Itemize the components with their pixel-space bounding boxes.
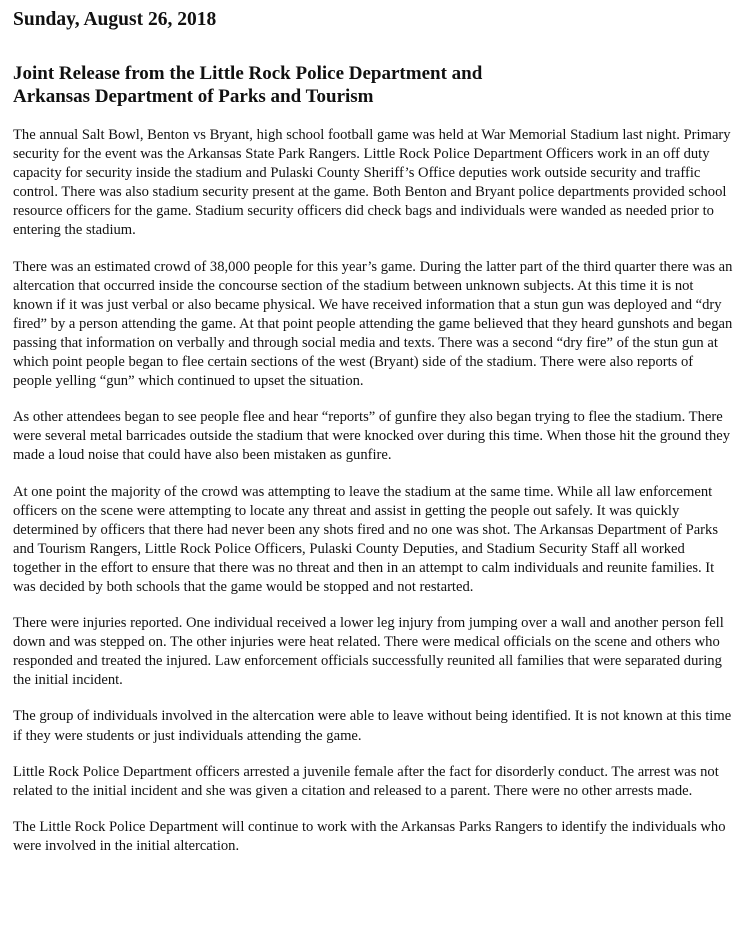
release-title [13, 62, 735, 108]
release-title-line: Joint Release from the Little Rock Police Department and [13, 63, 483, 84]
body-paragraph: There were injuries reported. One individual received a lower leg injury from jumping over a wall and another person fell down and was stepped on. The other injuries were heat related. There were medical officials on the scene and others who responded and treated the injured. Law enforcement officials successfully reunited all families that were separated during the initial incident. [13, 615, 724, 689]
release-title-line: Arkansas Department of Parks and Tourism [13, 86, 374, 107]
release-date: Sunday, August 26, 2018 [13, 9, 217, 30]
body-paragraph: At one point the majority of the crowd was attempting to leave the stadium at the same time. While all law enforcement officers on the scene were attempting to locate any threat and assist in getting the people out safely. It was quickly determined by officers that there had never been any shots fired and no one was shot. The Arkansas Department of Parks and Tourism Rangers, Little Rock Police Officers, Pulaski County Deputies, and Stadium Security Staff all worked together in the effort to ensure that there was no threat and then in an attempt to calm individuals and reunite families. It was decided by both schools that the game would be stopped and not restarted. [13, 483, 719, 595]
body-paragraph: There was an estimated crowd of 38,000 people for this year’s game. During the latter part of the third quarter there was an altercation that occurred inside the concourse section of the stadium between unknown subjects. At this time it is not known if it was just verbal or also became physical. We have received information that a stun gun was deployed and “dry fired” by a person attending the game. At that point people attending the game believed that they heard gunshots and began passing that information on verbally and through social media and texts. There was a second “dry fire” of the stun gun at which point people began to flee certain sections of the west (Bryant) side of the stadium. There were also reports of people yelling “gun” which continued to upset the situation. [13, 258, 733, 390]
body-paragraph: As other attendees began to see people flee and hear “reports” of gunfire they also began trying to flee the stadium. There were several metal barricades outside the stadium that were knocked over during this time. When those hit the ground they made a loud noise that could have also been mistaken as gunfire. [13, 409, 731, 464]
body-paragraph: The annual Salt Bowl, Benton vs Bryant, high school football game was held at War Memorial Stadium last night. Primary security for the event was the Arkansas State Park Rangers. Little Rock Police Department Officers work in an off duty capacity for security inside the stadium and Pulaski County Sheriff’s Office deputies work outside security and traffic control. There was also stadium security present at the game. Both Benton and Bryant police departments provided school resource officers for the game. Stadium security officers did check bags and individuals were wanded as needed prior to entering the stadium. [13, 127, 731, 239]
body-paragraph: The Little Rock Police Department will continue to work with the Arkansas Parks Rangers to identify the individuals who were involved in the initial altercation. [13, 818, 726, 854]
body-paragraph: Little Rock Police Department officers arrested a juvenile female after the fact for disorderly conduct. The arrest was not related to the initial incident and she was given a citation and released to a parent. There were no other arrests made. [13, 763, 719, 799]
body-paragraph: The group of individuals involved in the altercation were able to leave without being identified. It is not known at this time if they were students or just individuals attending the game. [13, 708, 732, 744]
press-release-page [13, 8, 735, 873]
